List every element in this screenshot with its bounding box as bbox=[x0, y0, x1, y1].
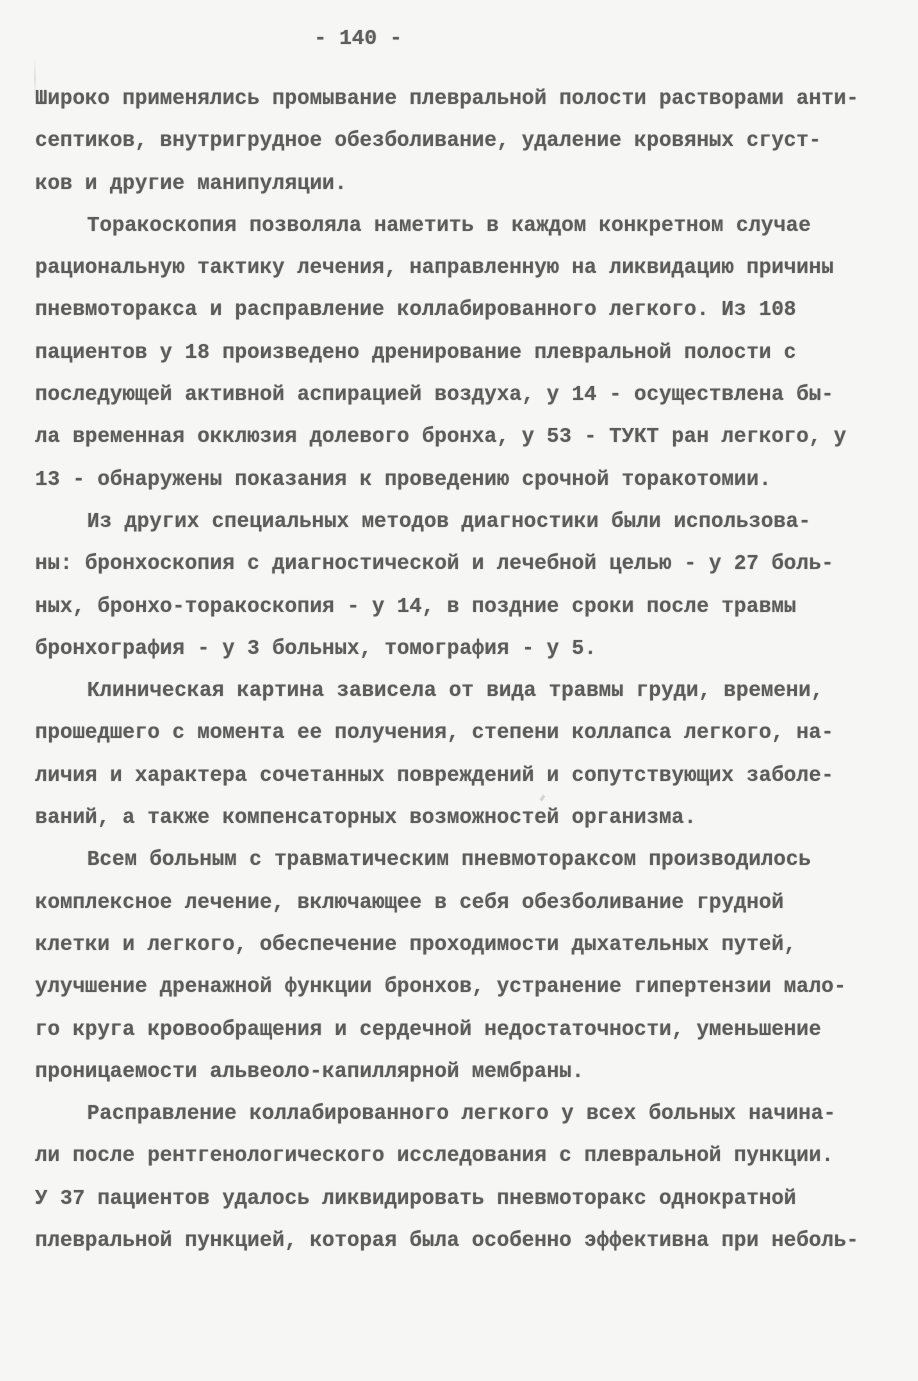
text-line: Всем больным с травматическим пневмотораксом производилось bbox=[87, 849, 811, 873]
text-line: клетки и легкого, обеспечение проходимости дыхательных путей, bbox=[35, 933, 797, 957]
text-line: ны: бронхоскопия с диагностической и лечебной целью - у 27 боль- bbox=[35, 553, 834, 577]
text-line: последующей активной аспирацией воздуха, у 14 - осуществлена бы- bbox=[35, 384, 834, 408]
text-line: улучшение дренажной функции бронхов, устранение гипертензии мало- bbox=[35, 976, 847, 1000]
text-line: рациональную тактику лечения, направленную на ликвидацию причины bbox=[35, 257, 834, 281]
text-line: ваний, а также компенсаторных возможностей организма. bbox=[35, 807, 697, 831]
text-line: септиков, внутригрудное обезболивание, удаление кровяных сгуст- bbox=[35, 130, 822, 154]
text-line: прошедшего с момента ее получения, степени коллапса легкого, на- bbox=[35, 722, 834, 746]
paragraph bbox=[35, 1094, 895, 1263]
text-line: плевральной пункцией, которая была особенно эффективна при неболь- bbox=[35, 1230, 859, 1254]
text-line: личия и характера сочетанных повреждений и сопутствующих заболе- bbox=[35, 764, 834, 788]
text-line: Широко применялись промывание плевральной полости растворами анти- bbox=[35, 88, 859, 111]
paragraph bbox=[35, 502, 895, 671]
text-line: проницаемости альвеоло-капиллярной мембраны. bbox=[35, 1060, 585, 1084]
text-line: комплексное лечение, включающее в себя обезболивание грудной bbox=[35, 891, 784, 915]
text-line: Из других специальных методов диагностики были использова- bbox=[87, 510, 811, 534]
text-line: ла временная окклюзия долевого бронха, у 53 - ТУКТ ран легкого, у bbox=[35, 426, 847, 450]
text-line: пациентов у 18 произведено дренирование плевральной полости с bbox=[35, 341, 797, 365]
paragraph bbox=[35, 840, 895, 1094]
text-line: пневмоторакса и расправление коллабированного легкого. Из 108 bbox=[35, 299, 797, 323]
text-line: ли после рентгенологического исследования с плевральной пункции. bbox=[35, 1145, 834, 1169]
paragraph-continued bbox=[35, 79, 895, 206]
body-text bbox=[35, 79, 895, 1263]
text-line: 13 - обнаружены показания к проведению срочной торакотомии. bbox=[35, 468, 772, 492]
paragraph bbox=[35, 671, 895, 840]
page-number: - 140 - bbox=[314, 28, 403, 51]
text-line: ных, бронхо-торакоскопия - у 14, в поздние сроки после травмы bbox=[35, 595, 797, 619]
paragraph bbox=[35, 206, 895, 502]
text-line: го круга кровообращения и сердечной недостаточности, уменьшение bbox=[35, 1018, 822, 1042]
text-line: У 37 пациентов удалось ликвидировать пневмоторакс однократной bbox=[35, 1187, 797, 1211]
text-line: бронхография - у 3 больных, томография - у 5. bbox=[35, 637, 597, 661]
text-line: Клиническая картина зависела от вида травмы груди, времени, bbox=[87, 680, 824, 704]
text-line: ков и другие манипуляции. bbox=[35, 172, 348, 196]
text-line: Расправление коллабированного легкого у всех больных начина- bbox=[87, 1103, 836, 1127]
text-line: Торакоскопия позволяла наметить в каждом конкретном случае bbox=[87, 214, 811, 238]
